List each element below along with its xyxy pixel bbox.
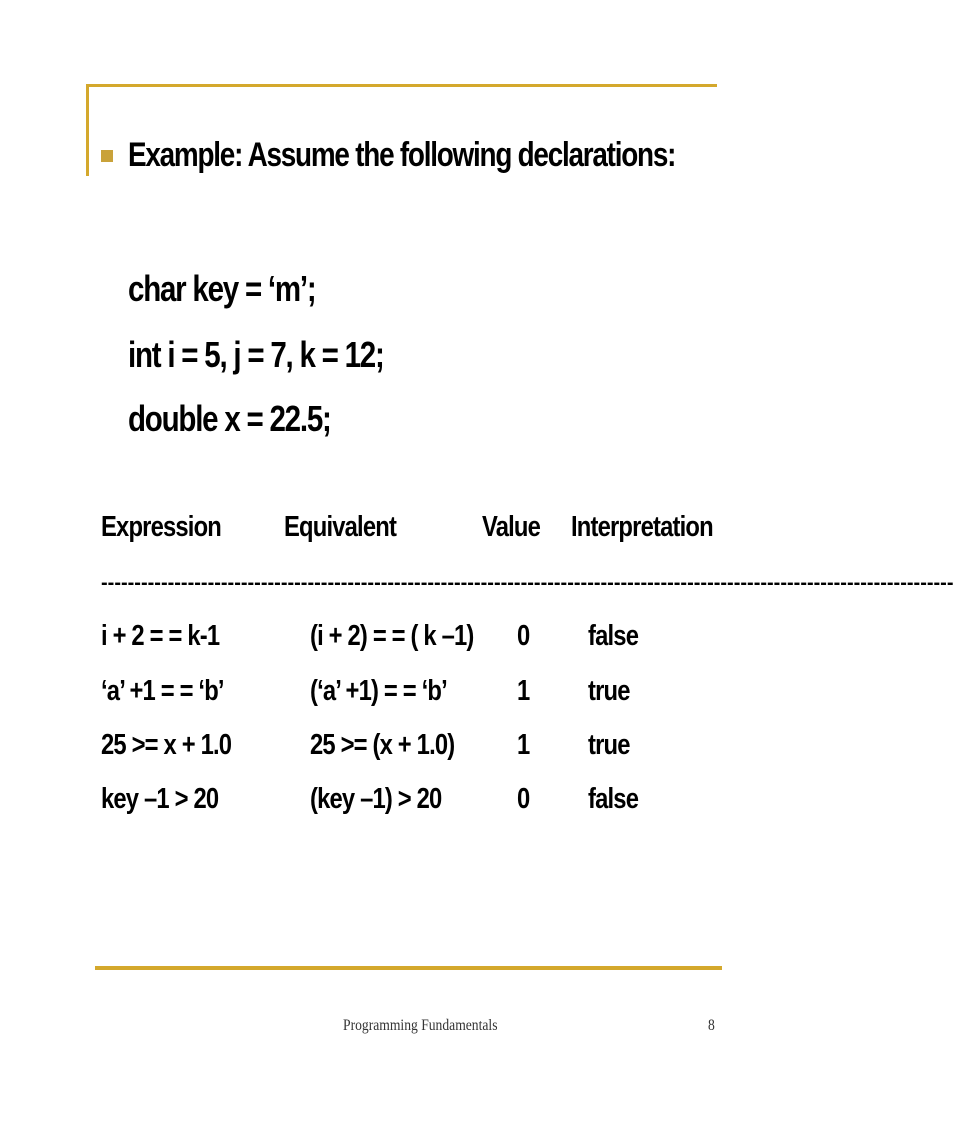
footer-title: Programming Fundamentals [343,1017,498,1034]
header-equivalent: Equivalent [284,511,397,543]
table-cell-interpretation: false [588,783,639,815]
table-cell-equivalent: 25 >= (x + 1.0) [310,729,455,761]
table-cell-expression: ‘a’ +1 = = ‘b’ [101,675,224,707]
table-cell-value: 1 [517,729,530,761]
table-cell-value: 1 [517,675,530,707]
table-cell-equivalent: (i + 2) = = ( k –1) [310,620,474,652]
declaration-int: int i = 5, j = 7, k = 12; [128,334,384,375]
header-expression: Expression [101,511,222,543]
table-cell-expression: key –1 > 20 [101,783,219,815]
footer-rule [95,966,722,970]
frame-top-line [86,84,717,87]
table-cell-value: 0 [517,620,530,652]
header-interpretation: Interpretation [571,511,713,543]
declaration-char: char key = ‘m’; [128,268,316,309]
page-number: 8 [708,1017,715,1034]
frame-left-line [86,84,89,176]
table-cell-interpretation: true [588,675,630,707]
bullet-icon [101,150,113,162]
table-cell-value: 0 [517,783,530,815]
table-cell-interpretation: true [588,729,630,761]
table-cell-expression: i + 2 = = k-1 [101,620,220,652]
table-cell-expression: 25 >= x + 1.0 [101,729,232,761]
slide-heading: Example: Assume the following declarations: [128,136,676,174]
header-value: Value [482,511,541,543]
table-cell-equivalent: (‘a’ +1) = = ‘b’ [310,675,447,707]
table-cell-interpretation: false [588,620,639,652]
table-divider: -------------------------------------------------------------------------------------------------------------------------------- [101,572,954,594]
declaration-double: double x = 22.5; [128,398,331,439]
table-cell-equivalent: (key –1) > 20 [310,783,442,815]
